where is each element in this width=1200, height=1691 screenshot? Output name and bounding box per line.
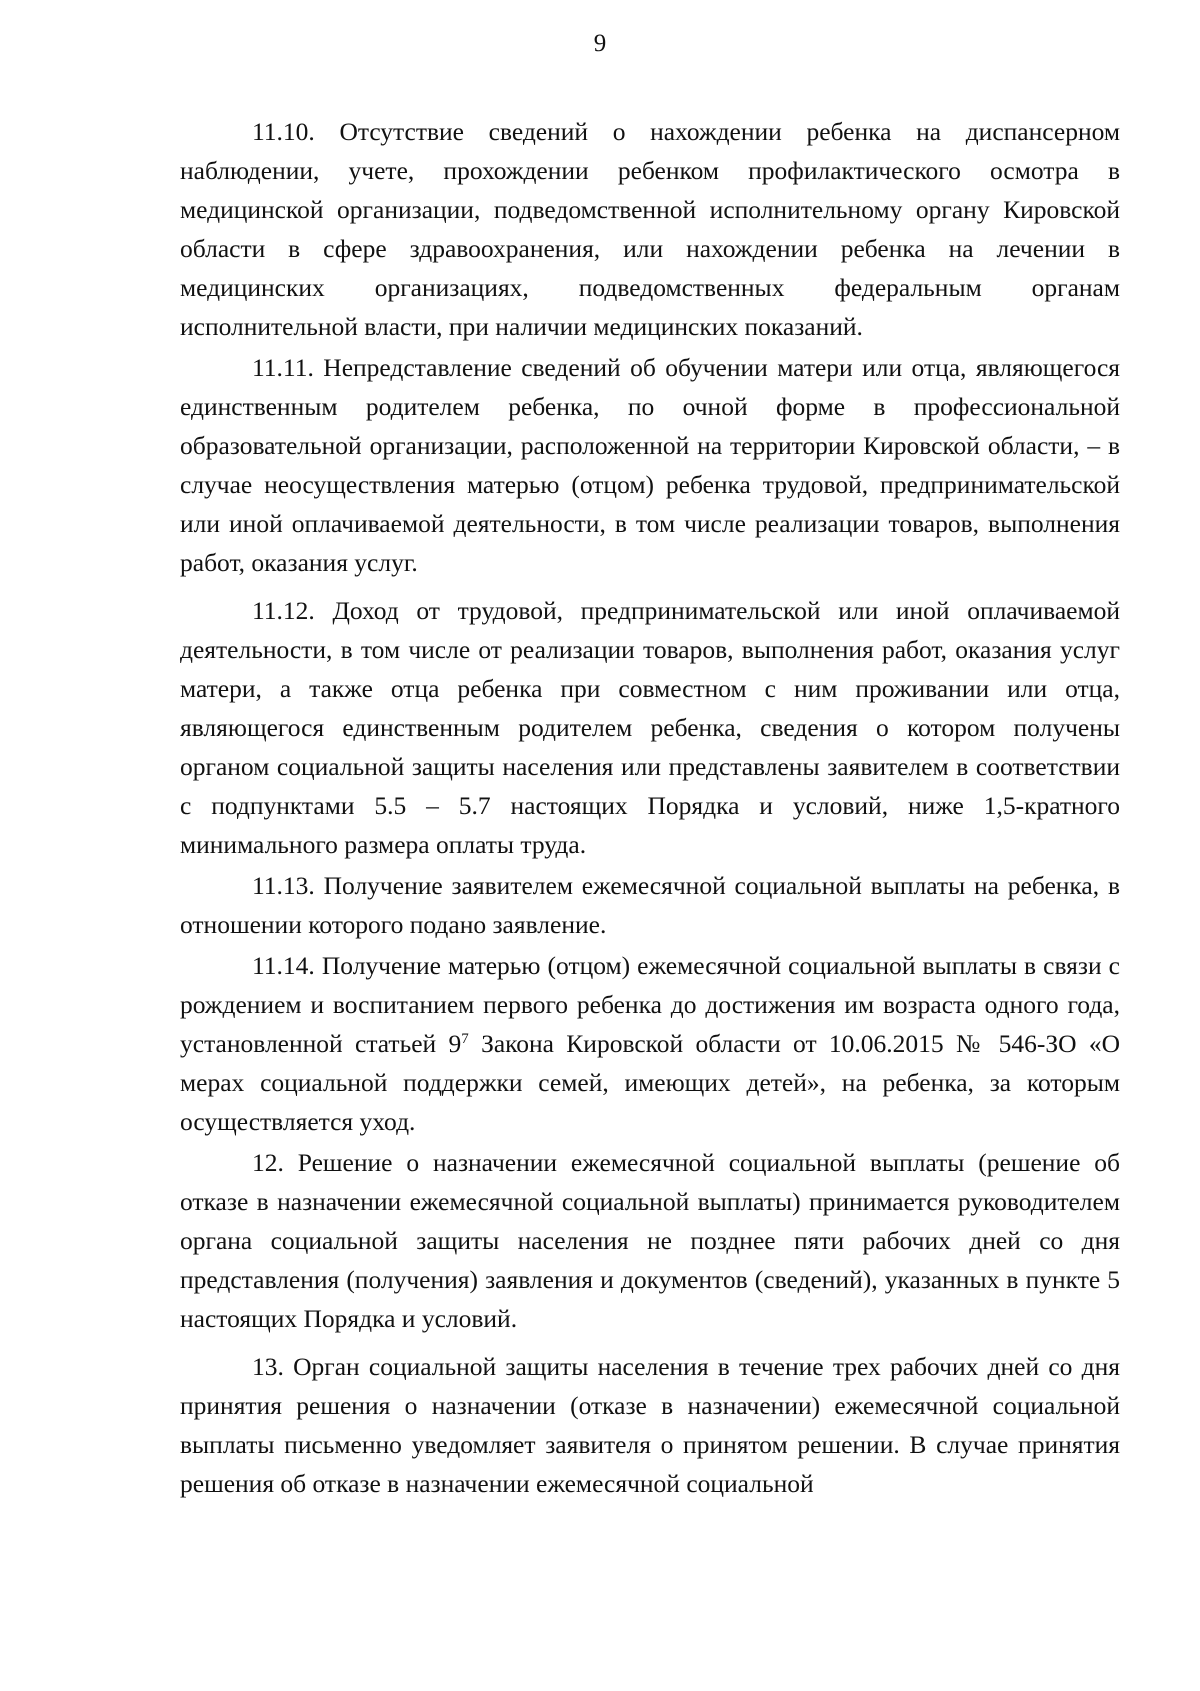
paragraph-11-14-text-before: 11.14. Получение матерью (отцом) ежемесячной социальной выплаты в связи с рождением и воспитанием первого ребенка до достижения им возраста одного года, установленной статьей 9 [180,951,1120,1058]
paragraph-11-14 [180,946,1120,1141]
paragraph-11-14-superscript: 7 [461,1031,469,1047]
paragraph-11-10: 11.10. Отсутствие сведений о нахождении ребенка на диспансерном наблюдении, учете, прохождении ребенком профилактического осмотра в медицинской организации, подведомственной исполнительному органу Кировской области в сфере здравоохранения, или нахождении ребенка на лечении в медицинских организациях, подведомственных федеральным органам исполнительной власти, при наличии медицинских показаний. [180,117,1120,341]
paragraph-11-13: 11.13. Получение заявителем ежемесячной социальной выплаты на ребенка, в отношении которого подано заявление. [180,871,1120,939]
paragraph-11-14-text-after: Закона Кировской области от 10.06.2015 № 546-ЗО «О мерах социальной поддержки семей, имеющих детей», на ребенка, за которым осуществляется уход. [180,1029,1121,1136]
document-body [180,112,1120,1505]
page-number: 9 [593,30,607,57]
paragraph-11-12: 11.12. Доход от трудовой, предпринимательской или иной оплачиваемой деятельности, в том числе от реализации товаров, выполнения работ, оказания услуг матери, а также отца ребенка при совместном с ним проживании или отца, являющегося единственным родителем ребенка, сведения о котором получены органом социальной защиты населения или представлены заявителем в соответствии с подпунктами 5.5 – 5.7 настоящих Порядка и условий, ниже 1,5-кратного минимального размера оплаты труда. [180,596,1120,859]
paragraph-12: 12. Решение о назначении ежемесячной социальной выплаты (решение об отказе в назначении ежемесячной социальной выплаты) принимается руководителем органа социальной защиты населения не позднее пяти рабочих дней со дня представления (получения) заявления и документов (сведений), указанных в пункте 5 настоящих Порядка и условий. [180,1148,1120,1333]
paragraph-13: 13. Орган социальной защиты населения в течение трех рабочих дней со дня принятия решения о назначении (отказе в назначении) ежемесячной социальной выплаты письменно уведомляет заявителя о принятом решении. В случае принятия решения об отказе в назначении ежемесячной социальной [180,1352,1120,1498]
paragraph-11-11: 11.11. Непредставление сведений об обучении матери или отца, являющегося единственным родителем ребенка, по очной форме в профессиональной образовательной организации, расположенной на территории Кировской области, – в случае неосуществления матерью (отцом) ребенка трудовой, предпринимательской или иной оплачиваемой деятельности, в том числе реализации товаров, выполнения работ, оказания услуг. [180,353,1120,577]
